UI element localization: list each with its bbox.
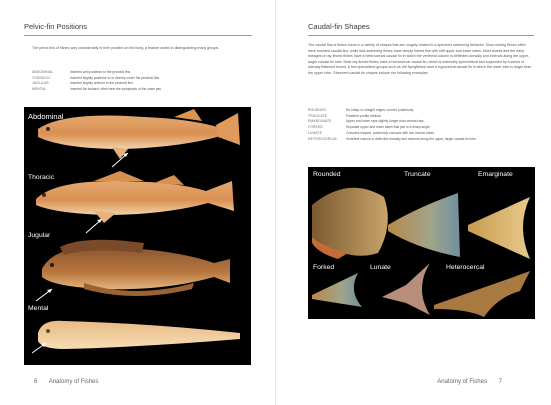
definition-text: Inserted slightly posterior to or directly under the pectoral fins. <box>70 75 160 80</box>
definition-term: HETEROCERCAL <box>308 136 338 141</box>
heterocercal-tail <box>434 271 530 317</box>
caudal-fin-photo-panel <box>308 167 535 319</box>
label-lunate: Lunate <box>370 264 391 271</box>
definition-term: EMARGINATE <box>308 119 332 124</box>
truncate-tail <box>388 193 460 257</box>
caudal-fin-illustration <box>308 167 535 319</box>
definition-text: Inserted far forward, often near the symphysis of the lower jaw. <box>70 87 162 92</box>
abdominal-fish <box>38 109 240 167</box>
definition-row <box>32 87 252 93</box>
forked-tail <box>312 273 362 307</box>
right-footer <box>412 379 502 385</box>
label-mental: Mental <box>28 305 49 312</box>
definition-text: Inserted slightly anterior to the pectoral fins. <box>70 81 134 86</box>
definition-term: ROUNDED <box>308 108 327 112</box>
rounded-tail <box>312 188 388 259</box>
emarginate-tail <box>468 197 530 259</box>
jugular-fish <box>36 240 230 301</box>
pelvic-fin-photo-panel <box>24 107 251 365</box>
definition-text: Upper and lower rays slightly longer than central rays. <box>346 119 425 124</box>
left-page-title: Pelvic-fin Positions <box>24 22 87 31</box>
left-page <box>0 0 275 405</box>
mental-fish <box>32 321 240 353</box>
definition-text: Posterior profile vertical. <box>346 113 382 118</box>
definition-term: TRUNCATE <box>308 113 328 118</box>
definition-term: LUNATE <box>308 130 322 135</box>
pelvic-fin-illustration <box>24 107 251 365</box>
label-emarginate: Emarginate <box>478 171 513 178</box>
definition-text: Separate upper and lower lobes that join in a sharp angle. <box>346 125 431 130</box>
left-page-number: 6 <box>34 379 38 385</box>
right-page-title: Caudal-fin Shapes <box>308 22 370 31</box>
label-jugular: Jugular <box>28 232 51 239</box>
definition-text: Vertebral column is deflected dorsally and extends along the upper, larger caudal-fin lobe. <box>346 136 477 141</box>
definition-row <box>308 137 528 143</box>
right-intro-text: The caudal fins of fishes come in a variety of shapes that are roughly related to a species's swimming behavior. Slow-moving fishes often have rounded caudal fins, while fast-swimming fishes have deeply forked fins with stiff upper and lower lobes. Most sharks and the early lineages of ray-finned fishes have a heterocercal caudal fin in which the vertebral column is deflected dorsally and extends along the upper, larger caudal-fin lobe. Most ray-finned fishes have a homocercal caudal fin, which is externally symmetrical and supported by a series of laterally flattened bones. A few specialized groups such as the flyingfishes have a hypocercal caudal fin in which the lower lobe is larger than the upper lobe. Observed caudal-fin shapes include the following examples: <box>308 43 532 75</box>
definition-term: JUGULAR <box>32 81 49 86</box>
pelvic-definitions-list <box>32 70 252 93</box>
definition-text: No sharp or straight edges; convex posteriorly. <box>346 108 414 112</box>
left-footer <box>34 379 98 385</box>
definition-term: MENTAL <box>32 87 47 92</box>
label-truncate: Truncate <box>404 171 431 178</box>
left-running-title: Anatomy of Fishes <box>48 379 99 385</box>
label-rounded: Rounded <box>313 171 341 178</box>
thoracic-fish <box>36 171 234 233</box>
caudal-definitions-list <box>308 108 528 142</box>
right-page-number: 7 <box>498 379 502 385</box>
definition-term: THORACIC <box>32 75 51 80</box>
right-header-rule <box>308 35 534 36</box>
definition-text: Inserted well posterior to the pectoral fins. <box>70 70 132 74</box>
right-page <box>276 0 551 405</box>
label-heterocercal: Heterocercal <box>446 264 485 271</box>
left-header-rule <box>24 35 252 36</box>
definition-term: ABDOMINAL <box>32 70 54 74</box>
definition-text: Crescent-shaped, posteriorly concave with two narrow lobes. <box>346 130 435 135</box>
label-abdominal: Abdominal <box>28 112 64 121</box>
label-thoracic: Thoracic <box>28 174 55 181</box>
definition-term: FORKED <box>308 125 323 130</box>
left-intro-text: The pelvic fins of fishes vary considerably in their position on the body, a feature useful in distinguishing many groups. <box>32 46 220 50</box>
right-running-title: Anatomy of Fishes <box>437 379 487 385</box>
label-forked: Forked <box>313 264 335 271</box>
